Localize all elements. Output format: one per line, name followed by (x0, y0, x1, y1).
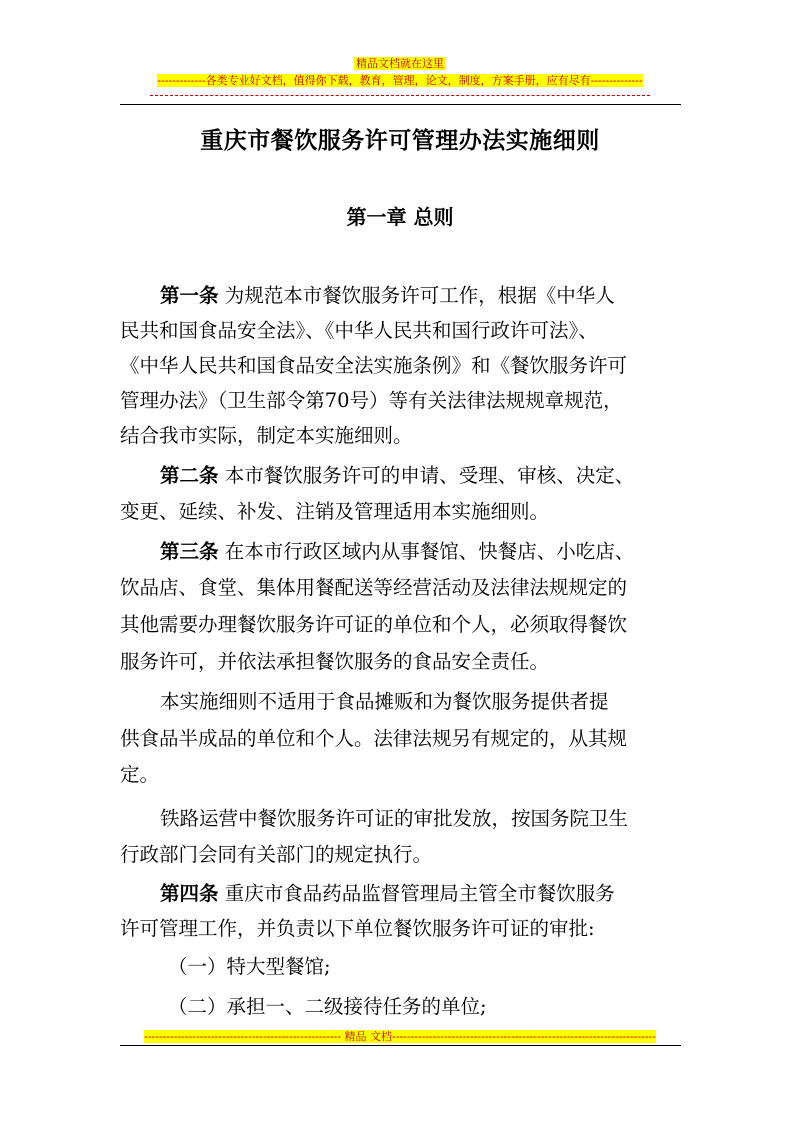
list-item-2: （二）承担一、二级接待任务的单位; (168, 995, 487, 1018)
exclusion-line-3: 定。 (120, 763, 160, 786)
article-label: 第四条 (160, 882, 219, 905)
header-banner-slogan: -------------各类专业好文档，值得你下载，教育，管理，论文，制度，方案手册，应有尽有-------------- (157, 74, 643, 87)
article-1-line-2: 民共和国食品安全法》、《中华人民共和国行政许可法》、 (120, 319, 598, 342)
footer-rule (120, 1045, 681, 1046)
footer-banner: ----------------------------------------------------- 精品 文档----------------------------------------------------------------------- (144, 1030, 656, 1043)
article-2-line-2: 变更、延续、补发、注销及管理适用本实施细则。 (120, 500, 550, 523)
list-item-1: （一）特大型餐馆; (168, 955, 331, 978)
article-3-line-2: 饮品店、食堂、集体用餐配送等经营活动及法律法规规定的 (120, 576, 628, 599)
article-1-line-5: 结合我市实际，制定本实施细则。 (120, 424, 413, 447)
article-label: 第三条 (160, 540, 219, 563)
railway-line-2: 行政部门会同有关部门的规定执行。 (120, 843, 433, 866)
railway-line-1: 铁路运营中餐饮服务许可证的审批发放，按国务院卫生 (160, 807, 629, 830)
document-title: 重庆市餐饮服务许可管理办法实施细则 (200, 127, 600, 154)
article-label: 第二条 (160, 464, 219, 487)
article-1-line-3: 《中华人民共和国食品安全法实施条例》和《餐饮服务许可 (120, 354, 628, 377)
article-3-line-4: 服务许可，并依法承担餐饮服务的食品安全责任。 (120, 650, 550, 673)
header-dashed-divider (150, 95, 650, 96)
article-4-line-1: 第四条 重庆市食品药品监督管理局主管全市餐饮服务 (160, 882, 615, 905)
exclusion-line-2: 供食品半成品的单位和个人。法律法规另有规定的，从其规 (120, 727, 628, 750)
header-banner-title: 精品文档就在这里 (356, 57, 444, 70)
article-2-line-1: 第二条 本市餐饮服务许可的申请、受理、审核、决定、 (160, 464, 635, 487)
article-4-line-2: 许可管理工作，并负责以下单位餐饮服务许可证的审批: (120, 917, 595, 940)
article-3-line-3: 其他需要办理餐饮服务许可证的单位和个人，必须取得餐饮 (120, 613, 628, 636)
article-1-line-4: 管理办法》（卫生部令第70号）等有关法律法规规章规范， (120, 389, 623, 412)
article-3-line-1: 第三条 在本市行政区域内从事餐馆、快餐店、小吃店、 (160, 540, 635, 563)
article-label: 第一条 (160, 284, 219, 307)
article-1-line-1: 第一条 为规范本市餐饮服务许可工作，根据《中华人 (160, 284, 615, 307)
header-rule (120, 104, 681, 105)
exclusion-line-1: 本实施细则不适用于食品摊贩和为餐饮服务提供者提 (160, 690, 609, 713)
chapter-heading: 第一章 总则 (346, 205, 454, 229)
